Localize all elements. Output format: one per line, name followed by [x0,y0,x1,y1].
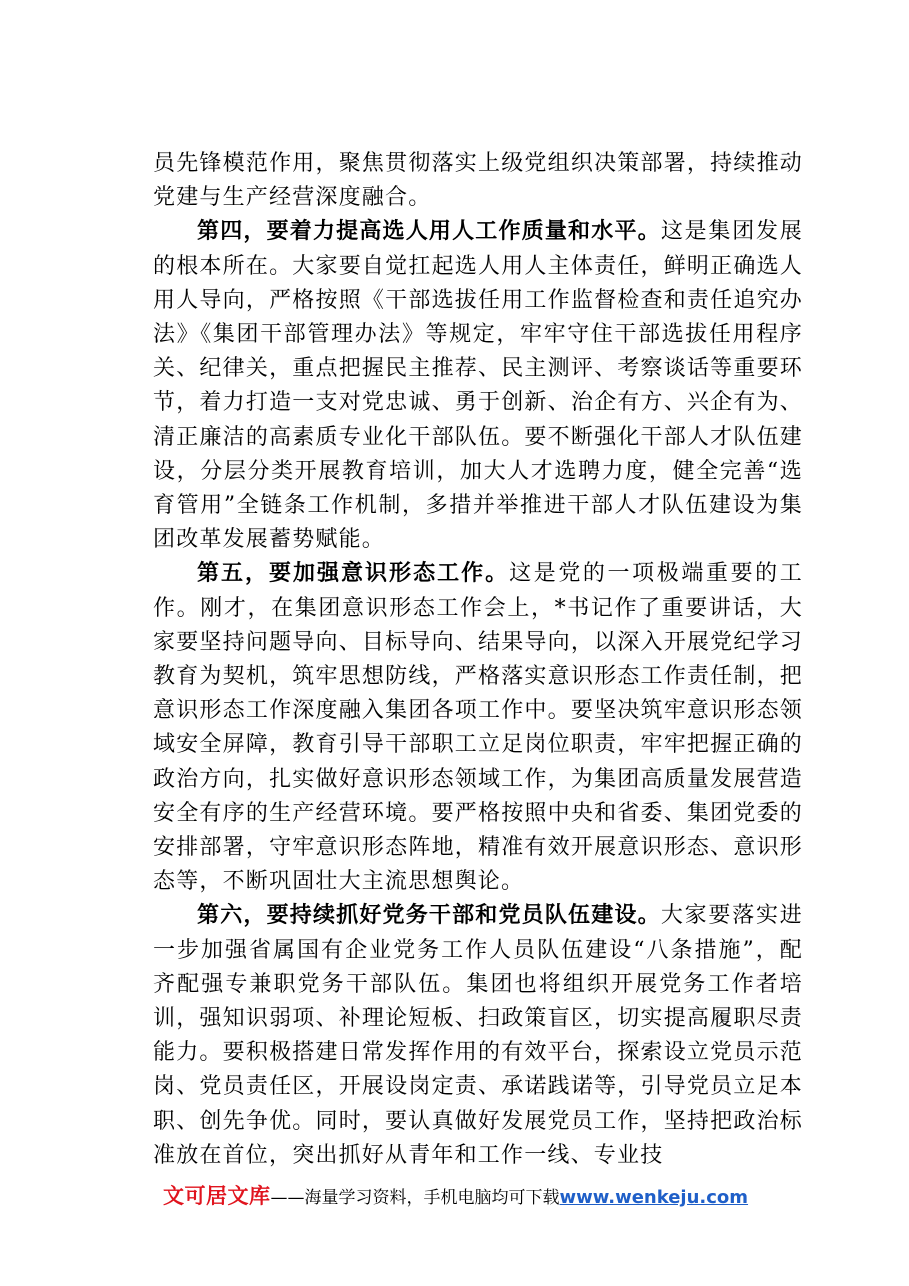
paragraph-continued [153,147,803,215]
footer-banner [163,1183,803,1211]
footer-slogan: ——海量学习资料，手机电脑均可下载 [270,1188,560,1208]
paragraph-text: 员先锋模范作用，聚焦贯彻落实上级党组织决策部署，持续推动党建与生产经营深度融合。 [153,151,803,211]
paragraph-fifth-point [153,557,803,899]
paragraph-fourth-point [153,215,803,557]
footer-website-link[interactable]: www.wenkeju.com [559,1187,749,1208]
document-body [153,147,803,1173]
paragraph-sixth-point [153,899,803,1173]
paragraph-lead: 第六，要持续抓好党务干部和党员队伍建设。 [197,903,661,929]
paragraph-lead: 第四，要着力提高选人用人工作质量和水平。 [197,219,661,245]
paragraph-text: 这是党的一项极端重要的工作。刚才，在集团意识形态工作会上，*书记作了重要讲话，大家要坚持问题导向、目标导向、结果导向，以深入开展党纪学习教育为契机，筑牢思想防线，严格落实意识形态工作责任制，把意识形态工作深度融入集团各项工作中。要坚决筑牢意识形态领域安全屏障，教育引导干部职工立足岗位职责，牢牢把握正确的政治方向，扎实做好意识形态领域工作，为集团高质量发展营造安全有序的生产经营环境。要严格按照中央和省委、集团党委的安排部署，守牢意识形态阵地，精准有效开展意识形态、意识形态等，不断巩固壮大主流思想舆论。 [153,561,803,895]
paragraph-text: 大家要落实进一步加强省属国有企业党务工作人员队伍建设“八条措施”，配齐配强专兼职党务干部队伍。集团也将组织开展党务工作者培训，强知识弱项、补理论短板、扫政策盲区，切实提高履职尽责能力。要积极搭建日常发挥作用的有效平台，探索设立党员示范岗、党员责任区，开展设岗定责、承诺践诺等，引导党员立足本职、创先争优。同时，要认真做好发展党员工作，坚持把政治标准放在首位，突出抓好从青年和工作一线、专业技 [153,903,803,1168]
paragraph-lead: 第五，要加强意识形态工作。 [197,561,510,587]
footer-brand: 文可居文库 [163,1184,271,1208]
paragraph-text: 这是集团发展的根本所在。大家要自觉扛起选人用人主体责任，鲜明正确选人用人导向，严格按照《干部选拔任用工作监督检查和责任追究办法》《集团干部管理办法》等规定，牢牢守住干部选拔任用程序关、纪律关，重点把握民主推荐、民主测评、考察谈话等重要环节，着力打造一支对党忠诚、勇于创新、治企有方、兴企有为、清正廉洁的高素质专业化干部队伍。要不断强化干部人才队伍建设，分层分类开展教育培训，加大人才选聘力度，健全完善“选育管用”全链条工作机制，多措并举推进干部人才队伍建设为集团改革发展蓄势赋能。 [153,219,803,553]
